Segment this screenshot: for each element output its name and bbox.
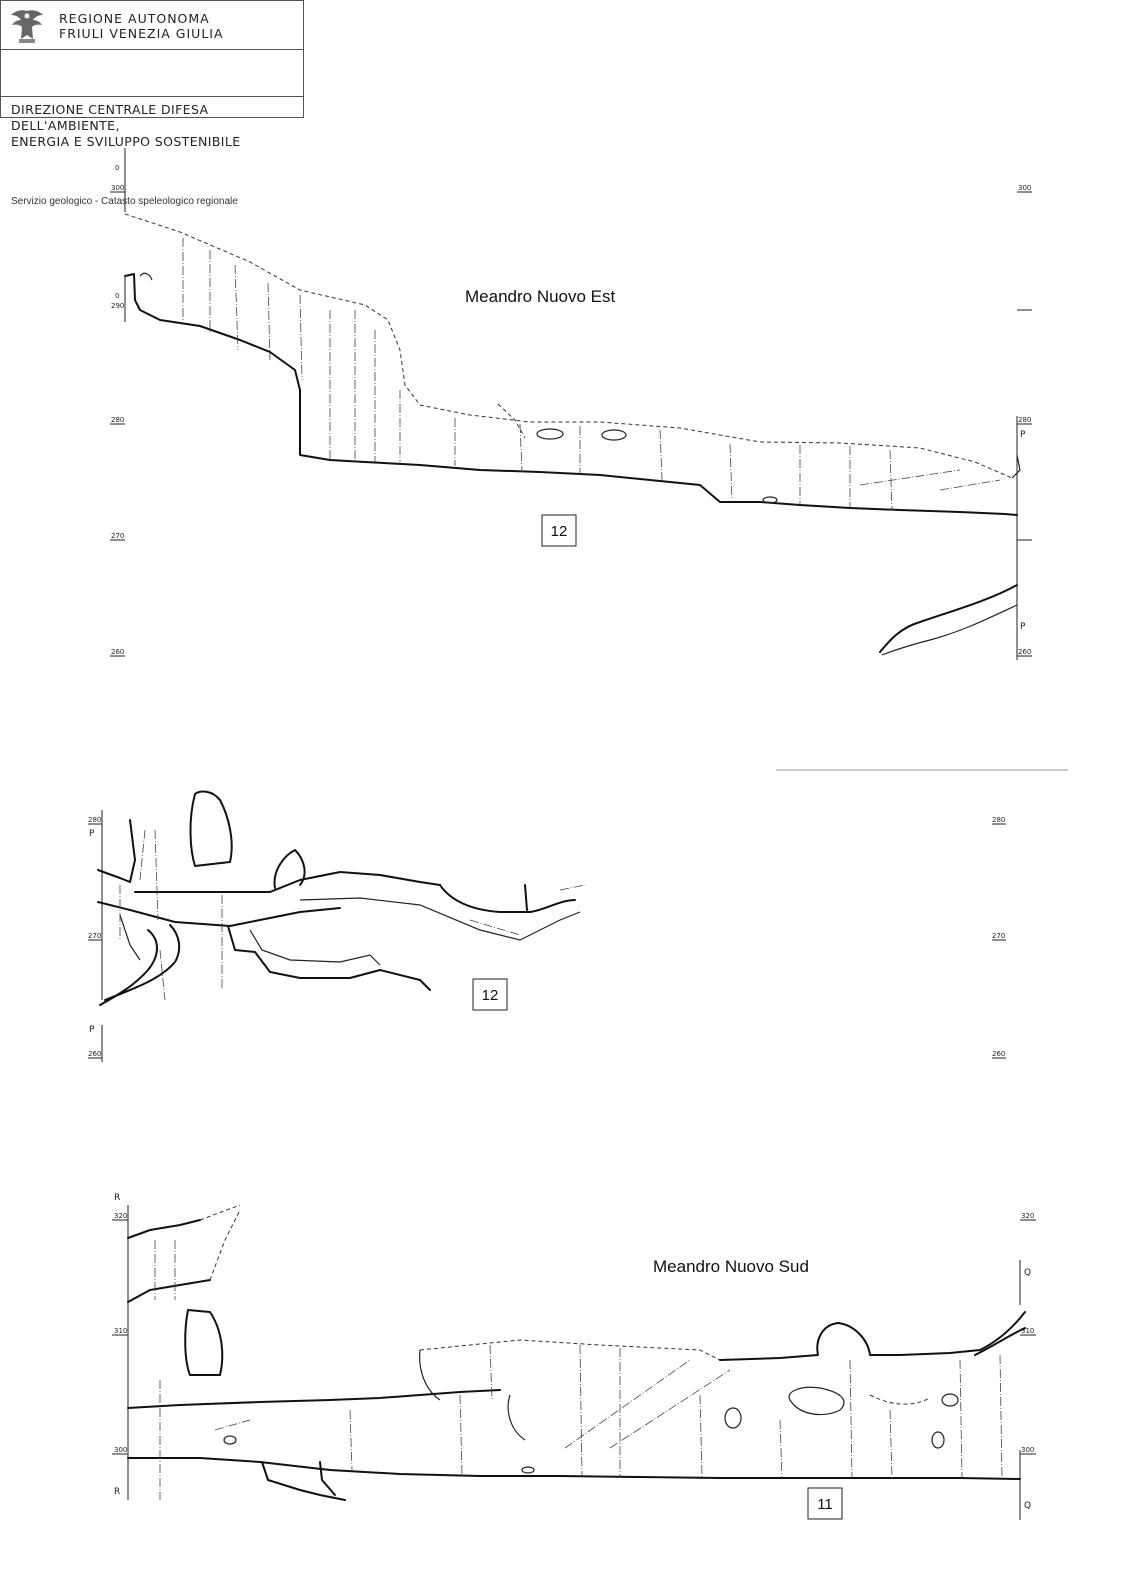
- sheet-number: 12: [481, 987, 499, 1004]
- left-tick-label: 290: [111, 302, 125, 310]
- wall-line: [128, 1220, 200, 1238]
- directorate-line1: DIREZIONE CENTRALE DIFESA DELL'AMBIENTE,: [11, 102, 209, 133]
- passage-wall: [440, 885, 575, 912]
- shaft-wall: [185, 1310, 222, 1375]
- right-tick-label: 310: [1021, 1327, 1035, 1335]
- passage-roof: [128, 1390, 500, 1408]
- left-tick-label: 270: [111, 532, 125, 540]
- boulder: [932, 1432, 944, 1448]
- left-marker-letter: P: [89, 829, 95, 839]
- left-tick-label: 260: [88, 1050, 102, 1058]
- left-tick-label: 0: [115, 164, 120, 172]
- wall-line: [98, 820, 135, 882]
- left-tick-label: 310: [114, 1327, 128, 1335]
- wall-line: [128, 1280, 210, 1302]
- right-tick-label: 300: [1021, 1446, 1035, 1454]
- section-title: Meandro Nuovo Est: [465, 287, 616, 306]
- lower-passage: [228, 926, 430, 990]
- org-line2: FRIULI VENEZIA GIULIA: [59, 26, 224, 41]
- floor-line: [125, 274, 1017, 515]
- left-marker-letter: P: [89, 1025, 95, 1035]
- service-name: Servizio geologico - Catasto speleologico regionale: [11, 196, 238, 207]
- left-tick-label: 300: [111, 184, 125, 192]
- left-marker-letter: R: [114, 1193, 121, 1203]
- wall-line: [420, 1350, 440, 1400]
- left-tick-label: 300: [114, 1446, 128, 1454]
- fracture-lines: [155, 1240, 1002, 1500]
- wall-line: [975, 1328, 1025, 1355]
- left-tick-label: 320: [114, 1212, 128, 1220]
- fracture-lines: [120, 830, 585, 1000]
- right-tick-label: 300: [1018, 184, 1032, 192]
- boulder: [537, 429, 563, 439]
- sheet-number: 12: [550, 523, 568, 540]
- left-tick-label: 280: [88, 816, 102, 824]
- wall-line: [120, 915, 140, 960]
- boulder: [602, 430, 626, 440]
- ceiling-line: [200, 1205, 240, 1220]
- sheet-number: 11: [817, 1496, 833, 1513]
- boulder: [522, 1467, 534, 1473]
- ceiling-line: [870, 1395, 930, 1404]
- right-tick-label: 280: [992, 816, 1006, 824]
- right-marker-letter: Q: [1024, 1268, 1032, 1278]
- passage-floor: [98, 902, 340, 926]
- right-tick-label: 260: [992, 1050, 1006, 1058]
- lower-gallery-wall: [880, 585, 1017, 652]
- section-meandro-nuovo-sud: [112, 1193, 1036, 1520]
- wall-line: [508, 1395, 525, 1440]
- right-tick-label: 270: [992, 932, 1006, 940]
- org-line1: REGIONE AUTONOMA: [59, 11, 210, 26]
- right-marker-letter: Q: [1024, 1501, 1032, 1511]
- ceiling-line: [210, 1210, 240, 1280]
- left-tick-label: 260: [111, 648, 125, 656]
- boulder: [942, 1394, 958, 1406]
- boulder: [224, 1436, 236, 1444]
- wall-line: [525, 885, 527, 910]
- section-title: Meandro Nuovo Sud: [653, 1257, 809, 1276]
- ceiling-line: [420, 1340, 720, 1360]
- left-tick-label: 0: [115, 292, 120, 300]
- section-meandro-nuovo-est: [110, 148, 1032, 660]
- right-tick-label: 280: [1018, 416, 1032, 424]
- directorate-line2: ENERGIA E SVILUPPO SOSTENIBILE: [11, 134, 241, 149]
- wall-line: [320, 1462, 335, 1495]
- wall-line: [105, 925, 179, 1000]
- passage-roof: [135, 872, 440, 892]
- right-tick-label: 260: [1018, 648, 1032, 656]
- ceiling-line: [125, 214, 1012, 478]
- left-tick-label: 280: [111, 416, 125, 424]
- boulder: [789, 1387, 844, 1414]
- ceiling-line: [498, 404, 525, 438]
- right-marker-letter: P: [1020, 430, 1026, 440]
- wall-line: [275, 850, 305, 888]
- right-marker-letter: P: [1020, 622, 1026, 632]
- inner-outline: [300, 898, 580, 940]
- boulder: [725, 1408, 741, 1428]
- shaft-wall: [190, 792, 231, 866]
- right-tick-label: 320: [1021, 1212, 1035, 1220]
- fracture-lines: [183, 238, 1000, 510]
- left-tick-label: 270: [88, 932, 102, 940]
- section-continuation: [88, 792, 1006, 1062]
- wall-line: [140, 273, 152, 280]
- lower-passage: [250, 930, 380, 965]
- wall-line: [1012, 455, 1020, 478]
- left-marker-letter: R: [114, 1487, 121, 1497]
